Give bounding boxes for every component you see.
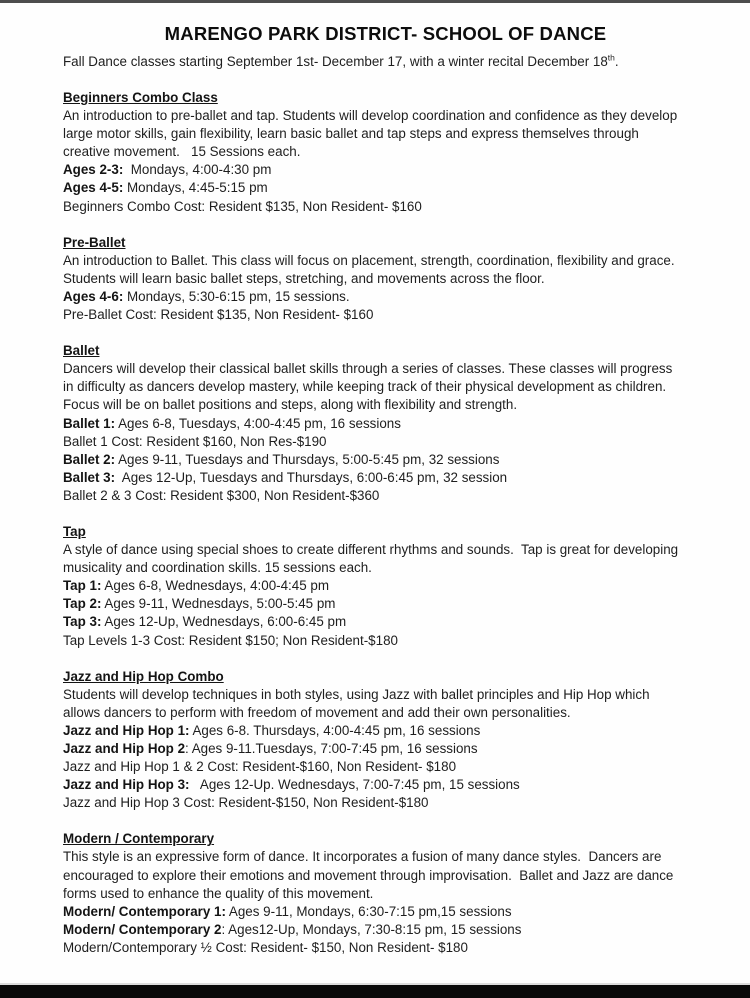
text-line — [63, 487, 708, 505]
text-line — [63, 306, 708, 324]
line-text: Jazz and Hip Hop 3 Cost: Resident-$150, Non Resident-$180 — [63, 795, 429, 811]
schedule-line — [63, 577, 708, 595]
line-bold-label: Modern/ Contemporary 2 — [63, 921, 222, 937]
line-text: : Ages12-Up, Mondays, 7:30-8:15 pm, 15 sessions — [221, 921, 522, 937]
line-bold-label: Jazz and Hip Hop 3: — [63, 777, 190, 793]
schedule-line — [63, 921, 708, 939]
line-bold-label: Ages 4-5: — [63, 180, 124, 196]
page-title: MARENGO PARK DISTRICT- SCHOOL OF DANCE — [164, 23, 607, 44]
text-line — [63, 198, 708, 216]
text-line — [63, 396, 708, 414]
line-text: in difficulty as dancers develop mastery, while keeping track of their physical development as children. — [63, 379, 667, 395]
line-text: Ballet 1 Cost: Resident $160, Non Res-$190 — [63, 433, 327, 449]
line-bold-label: Modern/ Contemporary 1: — [63, 903, 226, 919]
schedule-line — [63, 469, 708, 487]
line-text: Ballet 2 & 3 Cost: Resident $300, Non Resident-$360 — [63, 487, 380, 503]
section-heading: Modern / Contemporary — [63, 831, 215, 847]
text-line — [63, 252, 708, 270]
line-bold-label: Tap 1: — [63, 578, 102, 594]
schedule-line — [63, 451, 708, 469]
text-line — [63, 758, 708, 776]
line-text: Beginners Combo Cost: Resident $135, Non Resident- $160 — [63, 198, 422, 214]
line-text: Ages 9-11, Mondays, 6:30-7:15 pm,15 sessions — [225, 903, 512, 919]
line-text: A style of dance using special shoes to create different rhythms and sounds. Tap is great for developing — [63, 542, 679, 558]
subtitle-text: Fall Dance classes starting September 1st- December 17, with a winter recital December 18 — [63, 54, 608, 69]
line-text: Mondays, 4:00-4:30 pm — [123, 162, 272, 178]
line-text: Tap Levels 1-3 Cost: Resident $150; Non Resident-$180 — [63, 632, 398, 648]
section-heading: Jazz and Hip Hop Combo — [63, 668, 224, 684]
line-bold-label: Ages 4-6: — [63, 288, 124, 304]
text-line — [63, 143, 708, 161]
subtitle-period: . — [614, 54, 619, 69]
class-section-beginners-combo-class — [63, 89, 708, 216]
schedule-line — [63, 179, 708, 197]
line-text: Focus will be on ballet positions and steps, along with flexibility and strength. — [63, 397, 518, 413]
schedule-line — [63, 722, 708, 740]
line-text: Ages 6-8, Wednesdays, 4:00-4:45 pm — [101, 578, 329, 594]
line-text: large motor skills, gain flexibility, learn basic ballet and tap steps and express themselves through — [63, 126, 639, 142]
line-text: This style is an expressive form of dance. It incorporates a fusion of many dance styles. Dancers are — [63, 849, 662, 865]
text-line — [63, 885, 708, 903]
text-line — [63, 939, 708, 957]
subtitle — [63, 53, 708, 71]
line-text: Dancers will develop their classical ballet skills through a series of classes. These classes will progress — [63, 361, 673, 377]
line-text: Ages 12-Up. Wednesdays, 7:00-7:45 pm, 15 sessions — [189, 777, 520, 793]
text-line — [63, 270, 708, 288]
text-line — [63, 541, 708, 559]
line-text: Ages 6-8. Thursdays, 4:00-4:45 pm, 16 sessions — [189, 722, 481, 738]
line-text: Modern/Contemporary ½ Cost: Resident- $150, Non Resident- $180 — [63, 939, 468, 955]
text-line — [63, 433, 708, 451]
line-text: : Ages 9-11.Tuesdays, 7:00-7:45 pm, 16 sessions — [185, 741, 478, 756]
schedule-line — [63, 613, 708, 631]
line-text: Ages 9-11, Tuesdays and Thursdays, 5:00-5:45 pm, 32 sessions — [115, 451, 500, 467]
line-text: Ages 12-Up, Tuesdays and Thursdays, 6:00-6:45 pm, 32 session — [115, 469, 508, 485]
line-text: Students will develop techniques in both styles, using Jazz with ballet principles and Hip Hop which — [63, 686, 650, 702]
schedule-line — [63, 903, 708, 921]
line-text: musicality and coordination skills. 15 sessions each. — [63, 560, 372, 576]
text-line — [63, 686, 708, 704]
section-heading: Pre-Ballet — [63, 234, 126, 250]
text-line — [63, 107, 708, 125]
schedule-line — [63, 595, 708, 613]
line-bold-label: Tap 2: — [63, 596, 102, 612]
line-text: Students will learn basic ballet steps, stretching, and movements across the floor. — [63, 270, 545, 286]
subtitle-ordinal-superscript: th — [607, 52, 615, 63]
line-text: An introduction to Ballet. This class will focus on placement, strength, coordination, flexibility and grace. — [63, 252, 675, 268]
text-line — [63, 378, 708, 396]
line-text: Pre-Ballet Cost: Resident $135, Non Resident- $160 — [63, 307, 374, 323]
class-section-pre-ballet — [63, 234, 708, 324]
line-text: An introduction to pre-ballet and tap. Students will develop coordination and confidence as they develop — [63, 108, 678, 124]
class-section-tap — [63, 523, 708, 650]
text-line — [63, 125, 708, 143]
schedule-line — [63, 776, 708, 794]
line-bold-label: Ballet 2: — [63, 451, 116, 467]
line-bold-label: Jazz and Hip Hop 1: — [63, 722, 190, 738]
section-heading: Beginners Combo Class — [63, 90, 218, 105]
line-text: Ages 12-Up, Wednesdays, 6:00-6:45 pm — [101, 614, 347, 630]
line-bold-label: Jazz and Hip Hop 2 — [63, 741, 186, 756]
text-line — [63, 632, 708, 650]
section-heading: Ballet — [63, 343, 100, 359]
line-text: Mondays, 5:30-6:15 pm, 15 sessions. — [123, 288, 350, 304]
text-line — [63, 360, 708, 378]
class-section-modern-contemporary — [63, 830, 708, 957]
bottom-border-bar — [0, 983, 750, 998]
line-bold-label: Ballet 1: — [63, 415, 116, 431]
line-bold-label: Tap 3: — [63, 614, 102, 630]
text-line — [63, 704, 708, 722]
text-line — [63, 848, 708, 866]
line-text: Mondays, 4:45-5:15 pm — [123, 180, 268, 196]
text-line — [63, 794, 708, 812]
class-section-ballet — [63, 342, 708, 505]
line-text: allows dancers to perform with freedom of movement and add their own personalities. — [63, 704, 571, 720]
line-text: creative movement. 15 Sessions each. — [63, 144, 301, 160]
class-section-jazz-and-hip-hop-combo — [63, 668, 708, 813]
section-heading: Tap — [63, 523, 86, 539]
line-text: encouraged to explore their emotions and movement through improvisation. Ballet and Jazz are dance — [63, 867, 674, 883]
line-text: Ages 6-8, Tuesdays, 4:00-4:45 pm, 16 sessions — [115, 415, 401, 431]
top-border-bar — [0, 0, 750, 3]
schedule-line — [63, 415, 708, 433]
text-line — [63, 867, 708, 885]
line-text: forms used to enhance the quality of this movement. — [63, 885, 374, 901]
schedule-line — [63, 288, 708, 306]
text-line — [63, 559, 708, 577]
line-text: Jazz and Hip Hop 1 & 2 Cost: Resident-$160, Non Resident- $180 — [63, 759, 457, 775]
line-bold-label: Ages 2-3: — [63, 162, 124, 178]
schedule-line — [63, 161, 708, 179]
line-bold-label: Ballet 3: — [63, 469, 116, 485]
sections-container — [63, 89, 708, 957]
line-text: Ages 9-11, Wednesdays, 5:00-5:45 pm — [101, 596, 336, 612]
schedule-line — [63, 740, 708, 758]
